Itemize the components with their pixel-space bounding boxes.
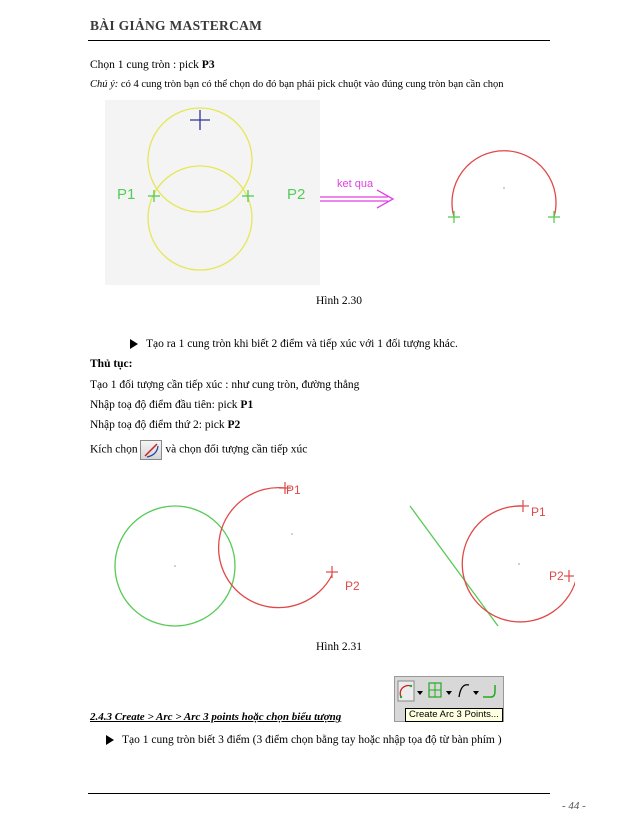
- fig31-red-center-right: [518, 563, 520, 565]
- fig30-caption: Hình 2.30: [316, 295, 362, 307]
- section-243-bullet: [106, 734, 502, 746]
- procedure-step-2: [90, 398, 253, 412]
- step-3-bold: P2: [227, 419, 241, 431]
- chevron-down-icon[interactable]: [417, 691, 423, 695]
- fig30-label-p1: P1: [117, 186, 136, 203]
- section-243-heading: 2.4.3 Create > Arc > Arc 3 points hoặc chọn biểu tượng: [90, 711, 342, 723]
- arrow-bullet-icon: [130, 339, 138, 349]
- curve-button[interactable]: [459, 685, 469, 697]
- section-243-bullet-text: Tạo 1 cung tròn biết 3 điểm (3 điểm chọn bằng tay hoặc nhập tọa độ từ bàn phím ): [122, 734, 502, 746]
- procedure-step-3: [90, 418, 240, 432]
- fig30-result-cross-right: [548, 211, 560, 223]
- arrow-bullet-icon: [106, 735, 114, 745]
- tangent-bullet-text: Tạo ra 1 cung tròn khi biết 2 điểm và tiếp xúc với 1 đối tượng khác.: [146, 338, 458, 350]
- procedure-title: Thủ tục:: [90, 358, 133, 370]
- figure-2-30: [105, 100, 585, 285]
- step-4-text: Kích chọn: [90, 443, 138, 456]
- header-divider: [88, 40, 550, 41]
- fig30-label-p2: P2: [287, 186, 306, 203]
- header-title: BÀI GIẢNG MASTERCAM: [90, 18, 263, 33]
- fig31-label-p1-left: P1: [286, 483, 301, 497]
- intro-line-1: [90, 58, 215, 72]
- intro-line-1-text: Chọn 1 cung tròn : pick: [90, 59, 202, 71]
- arc-toolbar: [394, 676, 504, 722]
- fig31-cross-p2-right: [564, 570, 574, 582]
- toolbar-buttons: [395, 677, 503, 707]
- procedure-step-1: Tạo 1 đối tượng cần tiếp xúc : như cung tròn, đường thẳng: [90, 379, 360, 391]
- tangent-arc-tool-icon[interactable]: [140, 440, 162, 460]
- fig30-result-arrow: [320, 190, 393, 208]
- fig31-label-p2-right: P2: [549, 569, 564, 583]
- fig31-green-center: [174, 565, 176, 567]
- footer-divider: [88, 793, 550, 794]
- fig31-cross-p2-left: [326, 566, 338, 578]
- fig31-green-line: [410, 506, 498, 626]
- note-label: Chú ý:: [90, 79, 119, 90]
- step-3-text: Nhập toạ độ điểm thứ 2: pick: [90, 419, 228, 431]
- note-text: có 4 cung tròn bạn có thể chọn do đó bạn phải pick chuột vào đúng cung tròn bạn cần chọn: [118, 79, 504, 90]
- fig31-red-arc-left: [219, 488, 332, 608]
- step-2-bold: P1: [240, 399, 254, 411]
- intro-line-1-bold: P3: [201, 59, 215, 71]
- step-4-suffix: và chọn đối tượng cần tiếp xúc: [165, 443, 308, 456]
- grid-point-button[interactable]: [429, 683, 441, 697]
- fig31-red-center-left: [291, 533, 293, 535]
- fig30-result-arc: [452, 151, 556, 217]
- arc-3-points-tooltip: Create Arc 3 Points...: [405, 708, 503, 722]
- figure-2-31: [105, 468, 575, 633]
- fillet-button[interactable]: [483, 685, 495, 697]
- fig31-cross-p1-right: [517, 500, 529, 512]
- tangent-bullet: [130, 338, 458, 350]
- step-2-text: Nhập toạ độ điểm đầu tiên: pick: [90, 399, 241, 411]
- arc-3-points-button[interactable]: [398, 681, 414, 701]
- fig30-arrow-text: ket qua: [337, 178, 374, 190]
- fig30-result-center: [503, 187, 505, 189]
- page-number: - 44 -: [562, 800, 586, 812]
- intro-note: [90, 78, 504, 92]
- chevron-down-icon[interactable]: [446, 691, 452, 695]
- fig31-caption: Hình 2.31: [316, 641, 362, 653]
- fig31-label-p1-right: P1: [531, 505, 546, 519]
- fig30-result-cross-left: [448, 211, 460, 223]
- chevron-down-icon[interactable]: [473, 691, 479, 695]
- fig31-label-p2-left: P2: [345, 579, 360, 593]
- procedure-step-4: [90, 440, 307, 460]
